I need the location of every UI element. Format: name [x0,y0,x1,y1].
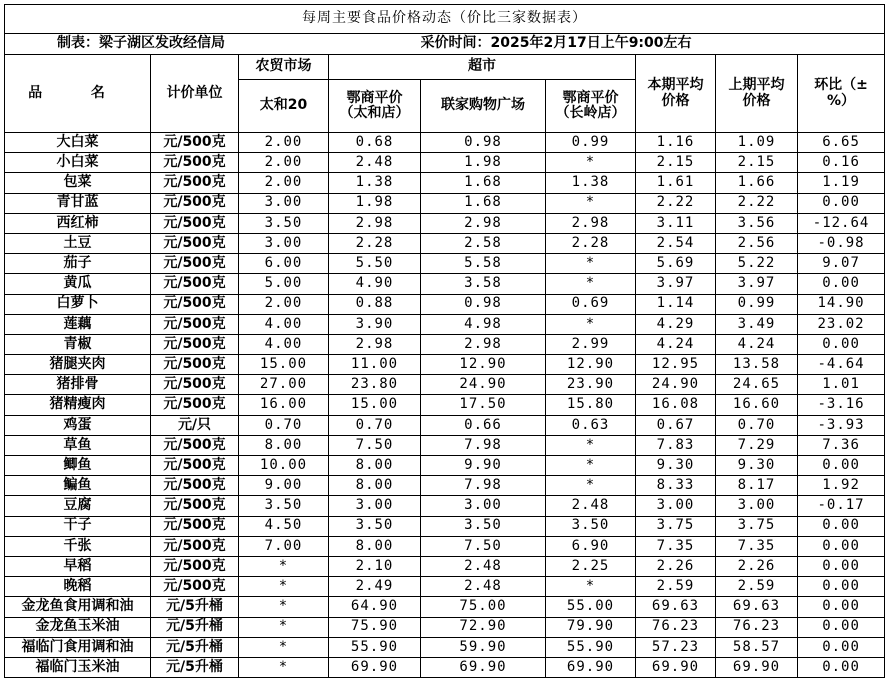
cell-lianjia-price[interactable]: 0.98 [421,294,546,314]
header-group-market[interactable]: 农贸市场 [239,55,329,80]
cell-current-avg[interactable]: 9.30 [636,456,716,476]
cell-previous-avg[interactable]: 16.60 [716,395,798,415]
cell-eshang-taihe-price[interactable]: 0.88 [329,294,421,314]
cell-previous-avg[interactable]: 0.70 [716,415,798,435]
cell-lianjia-price[interactable]: 7.98 [421,476,546,496]
cell-unit[interactable]: 元/500克 [151,173,239,193]
cell-market-price[interactable]: 5.00 [239,274,329,294]
cell-eshang-taihe-price[interactable]: 3.00 [329,496,421,516]
header-market-taihe[interactable]: 太和20 [239,80,329,133]
cell-eshang-changling-price[interactable]: 2.25 [546,556,636,576]
cell-eshang-taihe-price[interactable]: 0.68 [329,133,421,153]
cell-current-avg[interactable]: 24.90 [636,375,716,395]
cell-current-avg[interactable]: 69.63 [636,597,716,617]
cell-eshang-taihe-price[interactable]: 2.49 [329,577,421,597]
cell-unit[interactable]: 元/500克 [151,193,239,213]
cell-ratio[interactable]: 0.00 [798,597,885,617]
cell-previous-avg[interactable]: 76.23 [716,617,798,637]
price-table [4,4,885,678]
cell-eshang-changling-price[interactable]: * [546,435,636,455]
cell-eshang-changling-price[interactable]: 69.90 [546,657,636,677]
cell-lianjia-price[interactable]: 2.98 [421,334,546,354]
cell-lianjia-price[interactable]: 17.50 [421,395,546,415]
cell-current-avg[interactable]: 8.33 [636,476,716,496]
cell-market-price[interactable]: 8.00 [239,435,329,455]
cell-name[interactable]: 小白菜 [5,153,151,173]
cell-lianjia-price[interactable]: 3.58 [421,274,546,294]
cell-name[interactable]: 早稻 [5,556,151,576]
cell-name[interactable]: 西红柿 [5,213,151,233]
cell-eshang-taihe-price[interactable]: 4.90 [329,274,421,294]
cell-eshang-taihe-price[interactable]: 55.90 [329,637,421,657]
cell-eshang-taihe-price[interactable]: 2.10 [329,556,421,576]
cell-current-avg[interactable]: 3.97 [636,274,716,294]
cell-name[interactable]: 金龙鱼玉米油 [5,617,151,637]
table-row [5,334,885,354]
cell-eshang-changling-price[interactable]: * [546,193,636,213]
cell-previous-avg[interactable]: 58.57 [716,637,798,657]
cell-eshang-taihe-price[interactable]: 3.90 [329,314,421,334]
cell-ratio[interactable]: 14.90 [798,294,885,314]
cell-lianjia-price[interactable]: 9.90 [421,456,546,476]
cell-eshang-changling-price[interactable]: * [546,456,636,476]
cell-market-price[interactable]: * [239,597,329,617]
cell-unit[interactable]: 元/500克 [151,294,239,314]
cell-unit[interactable]: 元/500克 [151,476,239,496]
cell-lianjia-price[interactable]: 75.00 [421,597,546,617]
cell-eshang-changling-price[interactable]: 6.90 [546,536,636,556]
cell-unit[interactable]: 元/500克 [151,395,239,415]
cell-eshang-taihe-price[interactable]: 8.00 [329,476,421,496]
cell-market-price[interactable]: 27.00 [239,375,329,395]
cell-eshang-changling-price[interactable]: 23.90 [546,375,636,395]
cell-eshang-changling-price[interactable]: * [546,274,636,294]
table-row [5,173,885,193]
cell-lianjia-price[interactable]: 1.98 [421,153,546,173]
cell-ratio[interactable]: 1.01 [798,375,885,395]
cell-unit[interactable]: 元/500克 [151,435,239,455]
cell-eshang-changling-price[interactable]: 0.63 [546,415,636,435]
cell-lianjia-price[interactable]: 2.98 [421,213,546,233]
cell-unit[interactable]: 元/5升桶 [151,617,239,637]
table-row [5,577,885,597]
cell-eshang-changling-price[interactable]: 0.99 [546,133,636,153]
cell-lianjia-price[interactable]: 0.98 [421,133,546,153]
cell-eshang-changling-price[interactable]: * [546,153,636,173]
table-row [5,314,885,334]
cell-ratio[interactable]: -12.64 [798,213,885,233]
cell-unit[interactable]: 元/500克 [151,233,239,253]
collect-time-label[interactable]: 采价时间：2025年2月17日上午9:00左右 [421,34,885,55]
cell-name[interactable]: 土豆 [5,233,151,253]
cell-current-avg[interactable]: 3.75 [636,516,716,536]
cell-eshang-taihe-price[interactable]: 23.80 [329,375,421,395]
cell-eshang-taihe-price[interactable]: 8.00 [329,456,421,476]
cell-eshang-changling-price[interactable]: 3.50 [546,516,636,536]
cell-eshang-changling-price[interactable]: * [546,254,636,274]
cell-market-price[interactable]: 2.00 [239,133,329,153]
cell-current-avg[interactable]: 2.59 [636,577,716,597]
cell-lianjia-price[interactable]: 7.98 [421,435,546,455]
cell-ratio[interactable]: 0.00 [798,193,885,213]
cell-previous-avg[interactable]: 7.35 [716,536,798,556]
cell-eshang-changling-price[interactable]: 12.90 [546,355,636,375]
cell-market-price[interactable]: * [239,577,329,597]
cell-unit[interactable]: 元/500克 [151,516,239,536]
header-name[interactable]: 品 名 [5,55,151,133]
cell-market-price[interactable]: * [239,617,329,637]
cell-ratio[interactable]: 0.00 [798,516,885,536]
cell-current-avg[interactable]: 69.90 [636,657,716,677]
cell-lianjia-price[interactable]: 59.90 [421,637,546,657]
cell-name[interactable]: 包菜 [5,173,151,193]
cell-ratio[interactable]: 1.19 [798,173,885,193]
cell-eshang-changling-price[interactable]: 15.80 [546,395,636,415]
cell-market-price[interactable]: 4.00 [239,314,329,334]
cell-eshang-taihe-price[interactable]: 2.98 [329,213,421,233]
cell-unit[interactable]: 元/只 [151,415,239,435]
cell-unit[interactable]: 元/500克 [151,556,239,576]
cell-lianjia-price[interactable]: 4.98 [421,314,546,334]
table-row [5,617,885,637]
cell-lianjia-price[interactable]: 3.50 [421,516,546,536]
cell-unit[interactable]: 元/5升桶 [151,637,239,657]
cell-eshang-changling-price[interactable]: * [546,476,636,496]
cell-name[interactable]: 鲫鱼 [5,456,151,476]
cell-eshang-taihe-price[interactable]: 0.70 [329,415,421,435]
cell-current-avg[interactable]: 2.22 [636,193,716,213]
cell-unit[interactable]: 元/500克 [151,254,239,274]
cell-name[interactable]: 鳊鱼 [5,476,151,496]
cell-name[interactable]: 福临门食用调和油 [5,637,151,657]
cell-lianjia-price[interactable]: 1.68 [421,173,546,193]
cell-lianjia-price[interactable]: 7.50 [421,536,546,556]
cell-lianjia-price[interactable]: 2.48 [421,556,546,576]
cell-current-avg[interactable]: 1.14 [636,294,716,314]
header-eshang-taihe[interactable]: 鄂商平价（太和店） [329,80,421,133]
cell-eshang-taihe-price[interactable]: 8.00 [329,536,421,556]
cell-current-avg[interactable]: 16.08 [636,395,716,415]
cell-current-avg[interactable]: 76.23 [636,617,716,637]
cell-current-avg[interactable]: 0.67 [636,415,716,435]
cell-ratio[interactable]: 1.92 [798,476,885,496]
cell-previous-avg[interactable]: 3.56 [716,213,798,233]
cell-previous-avg[interactable]: 3.00 [716,496,798,516]
table-row [5,556,885,576]
cell-unit[interactable]: 元/500克 [151,314,239,334]
cell-ratio[interactable]: 23.02 [798,314,885,334]
cell-previous-avg[interactable]: 5.22 [716,254,798,274]
cell-name[interactable]: 莲藕 [5,314,151,334]
cell-ratio[interactable]: 0.16 [798,153,885,173]
header-unit[interactable]: 计价单位 [151,55,239,133]
cell-eshang-taihe-price[interactable]: 69.90 [329,657,421,677]
cell-lianjia-price[interactable]: 2.48 [421,577,546,597]
title-row [5,5,885,34]
cell-previous-avg[interactable]: 1.66 [716,173,798,193]
table-row [5,536,885,556]
cell-market-price[interactable]: 15.00 [239,355,329,375]
cell-lianjia-price[interactable]: 12.90 [421,355,546,375]
cell-ratio[interactable]: 0.00 [798,637,885,657]
table-row [5,133,885,153]
cell-name[interactable]: 金龙鱼食用调和油 [5,597,151,617]
cell-eshang-taihe-price[interactable]: 1.98 [329,193,421,213]
cell-previous-avg[interactable]: 8.17 [716,476,798,496]
cell-previous-avg[interactable]: 0.99 [716,294,798,314]
cell-ratio[interactable]: -0.17 [798,496,885,516]
cell-unit[interactable]: 元/500克 [151,375,239,395]
cell-lianjia-price[interactable]: 3.00 [421,496,546,516]
cell-market-price[interactable]: 3.00 [239,193,329,213]
table-row [5,375,885,395]
cell-name[interactable]: 白萝卜 [5,294,151,314]
cell-name[interactable]: 千张 [5,536,151,556]
cell-market-price[interactable]: 2.00 [239,153,329,173]
cell-name[interactable]: 猪精瘦肉 [5,395,151,415]
cell-ratio[interactable]: 9.07 [798,254,885,274]
cell-market-price[interactable]: 9.00 [239,476,329,496]
cell-name[interactable]: 豆腐 [5,496,151,516]
cell-lianjia-price[interactable]: 69.90 [421,657,546,677]
cell-lianjia-price[interactable]: 2.58 [421,233,546,253]
cell-current-avg[interactable]: 1.61 [636,173,716,193]
cell-market-price[interactable]: 2.00 [239,294,329,314]
cell-unit[interactable]: 元/5升桶 [151,597,239,617]
cell-previous-avg[interactable]: 4.24 [716,334,798,354]
cell-market-price[interactable]: 3.50 [239,496,329,516]
cell-eshang-changling-price[interactable]: 55.90 [546,637,636,657]
cell-unit[interactable]: 元/500克 [151,536,239,556]
cell-current-avg[interactable]: 2.54 [636,233,716,253]
cell-eshang-changling-price[interactable]: 0.69 [546,294,636,314]
cell-market-price[interactable]: 2.00 [239,173,329,193]
cell-current-avg[interactable]: 7.35 [636,536,716,556]
cell-market-price[interactable]: * [239,556,329,576]
cell-previous-avg[interactable]: 2.15 [716,153,798,173]
header-prev[interactable]: 上期平均价格 [716,55,798,133]
cell-eshang-taihe-price[interactable]: 64.90 [329,597,421,617]
meta-row [5,34,885,55]
cell-current-avg[interactable]: 5.69 [636,254,716,274]
cell-market-price[interactable]: 0.70 [239,415,329,435]
table-row [5,274,885,294]
table-row [5,597,885,617]
cell-name[interactable]: 福临门玉米油 [5,657,151,677]
cell-unit[interactable]: 元/500克 [151,355,239,375]
cell-current-avg[interactable]: 2.26 [636,556,716,576]
cell-ratio[interactable]: 0.00 [798,617,885,637]
cell-eshang-taihe-price[interactable]: 1.38 [329,173,421,193]
table-row [5,415,885,435]
cell-ratio[interactable]: -0.98 [798,233,885,253]
maker-label[interactable]: 制表：梁子湖区发改经信局 [5,34,421,55]
cell-previous-avg[interactable]: 69.90 [716,657,798,677]
price-sheet [4,4,885,678]
cell-name[interactable]: 猪腿夹肉 [5,355,151,375]
cell-ratio[interactable]: 0.00 [798,556,885,576]
cell-eshang-changling-price[interactable]: 79.90 [546,617,636,637]
cell-previous-avg[interactable]: 69.63 [716,597,798,617]
cell-eshang-taihe-price[interactable]: 75.90 [329,617,421,637]
cell-name[interactable]: 猪排骨 [5,375,151,395]
header-lianjia[interactable]: 联家购物广场 [421,80,546,133]
cell-previous-avg[interactable]: 2.22 [716,193,798,213]
cell-name[interactable]: 青甘蓝 [5,193,151,213]
cell-name[interactable]: 大白菜 [5,133,151,153]
cell-eshang-taihe-price[interactable]: 2.48 [329,153,421,173]
table-row [5,233,885,253]
header-group-supermarket[interactable]: 超市 [329,55,636,80]
cell-market-price[interactable]: 10.00 [239,456,329,476]
cell-eshang-changling-price[interactable]: 2.98 [546,213,636,233]
cell-previous-avg[interactable]: 9.30 [716,456,798,476]
cell-eshang-taihe-price[interactable]: 2.98 [329,334,421,354]
cell-ratio[interactable]: -3.93 [798,415,885,435]
cell-previous-avg[interactable]: 2.26 [716,556,798,576]
table-row [5,193,885,213]
cell-current-avg[interactable]: 3.00 [636,496,716,516]
cell-previous-avg[interactable]: 3.49 [716,314,798,334]
cell-current-avg[interactable]: 2.15 [636,153,716,173]
cell-current-avg[interactable]: 4.29 [636,314,716,334]
cell-eshang-changling-price[interactable]: 2.48 [546,496,636,516]
cell-name[interactable]: 干子 [5,516,151,536]
cell-ratio[interactable]: 0.00 [798,536,885,556]
cell-previous-avg[interactable]: 13.58 [716,355,798,375]
cell-eshang-changling-price[interactable]: * [546,314,636,334]
cell-market-price[interactable]: 4.00 [239,334,329,354]
cell-market-price[interactable]: 3.50 [239,213,329,233]
cell-ratio[interactable]: 0.00 [798,274,885,294]
cell-lianjia-price[interactable]: 24.90 [421,375,546,395]
header-row-1 [5,55,885,80]
cell-market-price[interactable]: * [239,637,329,657]
cell-current-avg[interactable]: 4.24 [636,334,716,354]
cell-ratio[interactable]: -3.16 [798,395,885,415]
page-title[interactable]: 每周主要食品价格动态（价比三家数据表） [5,5,885,34]
table-row [5,435,885,455]
cell-eshang-taihe-price[interactable]: 15.00 [329,395,421,415]
cell-market-price[interactable]: 7.00 [239,536,329,556]
cell-eshang-taihe-price[interactable]: 7.50 [329,435,421,455]
cell-name[interactable]: 黄瓜 [5,274,151,294]
header-avg[interactable]: 本期平均价格 [636,55,716,133]
header-ratio[interactable]: 环比（±%） [798,55,885,133]
cell-previous-avg[interactable]: 7.29 [716,435,798,455]
cell-eshang-taihe-price[interactable]: 5.50 [329,254,421,274]
cell-eshang-taihe-price[interactable]: 3.50 [329,516,421,536]
cell-name[interactable]: 草鱼 [5,435,151,455]
cell-lianjia-price[interactable]: 0.66 [421,415,546,435]
cell-name[interactable]: 晚稻 [5,577,151,597]
cell-market-price[interactable]: 4.50 [239,516,329,536]
table-row [5,516,885,536]
cell-unit[interactable]: 元/5升桶 [151,657,239,677]
cell-previous-avg[interactable]: 3.75 [716,516,798,536]
cell-ratio[interactable]: 0.00 [798,577,885,597]
cell-ratio[interactable]: 0.00 [798,657,885,677]
table-row [5,395,885,415]
cell-market-price[interactable]: * [239,657,329,677]
cell-current-avg[interactable]: 3.11 [636,213,716,233]
cell-unit[interactable]: 元/500克 [151,133,239,153]
cell-ratio[interactable]: 7.36 [798,435,885,455]
cell-previous-avg[interactable]: 3.97 [716,274,798,294]
cell-name[interactable]: 茄子 [5,254,151,274]
table-row [5,254,885,274]
cell-current-avg[interactable]: 57.23 [636,637,716,657]
cell-unit[interactable]: 元/500克 [151,456,239,476]
cell-previous-avg[interactable]: 1.09 [716,133,798,153]
header-eshang-changling[interactable]: 鄂商平价（长岭店） [546,80,636,133]
cell-ratio[interactable]: 0.00 [798,456,885,476]
cell-name[interactable]: 鸡蛋 [5,415,151,435]
cell-unit[interactable]: 元/500克 [151,334,239,354]
cell-eshang-taihe-price[interactable]: 2.28 [329,233,421,253]
table-row [5,456,885,476]
cell-eshang-changling-price[interactable]: 1.38 [546,173,636,193]
table-row [5,476,885,496]
cell-previous-avg[interactable]: 2.56 [716,233,798,253]
cell-market-price[interactable]: 16.00 [239,395,329,415]
cell-name[interactable]: 青椒 [5,334,151,354]
cell-eshang-taihe-price[interactable]: 11.00 [329,355,421,375]
cell-previous-avg[interactable]: 24.65 [716,375,798,395]
cell-unit[interactable]: 元/500克 [151,274,239,294]
cell-current-avg[interactable]: 12.95 [636,355,716,375]
cell-unit[interactable]: 元/500克 [151,153,239,173]
cell-market-price[interactable]: 6.00 [239,254,329,274]
table-row [5,153,885,173]
cell-ratio[interactable]: 6.65 [798,133,885,153]
cell-lianjia-price[interactable]: 72.90 [421,617,546,637]
cell-market-price[interactable]: 3.00 [239,233,329,253]
table-row [5,213,885,233]
cell-previous-avg[interactable]: 2.59 [716,577,798,597]
cell-lianjia-price[interactable]: 1.68 [421,193,546,213]
cell-eshang-changling-price[interactable]: 2.28 [546,233,636,253]
cell-current-avg[interactable]: 7.83 [636,435,716,455]
table-row [5,355,885,375]
cell-eshang-changling-price[interactable]: * [546,577,636,597]
cell-lianjia-price[interactable]: 5.58 [421,254,546,274]
cell-eshang-changling-price[interactable]: 55.00 [546,597,636,617]
cell-unit[interactable]: 元/500克 [151,213,239,233]
cell-unit[interactable]: 元/500克 [151,577,239,597]
cell-eshang-changling-price[interactable]: 2.99 [546,334,636,354]
cell-unit[interactable]: 元/500克 [151,496,239,516]
table-row [5,496,885,516]
table-row [5,637,885,657]
cell-current-avg[interactable]: 1.16 [636,133,716,153]
cell-ratio[interactable]: -4.64 [798,355,885,375]
table-row [5,294,885,314]
cell-ratio[interactable]: 0.00 [798,334,885,354]
